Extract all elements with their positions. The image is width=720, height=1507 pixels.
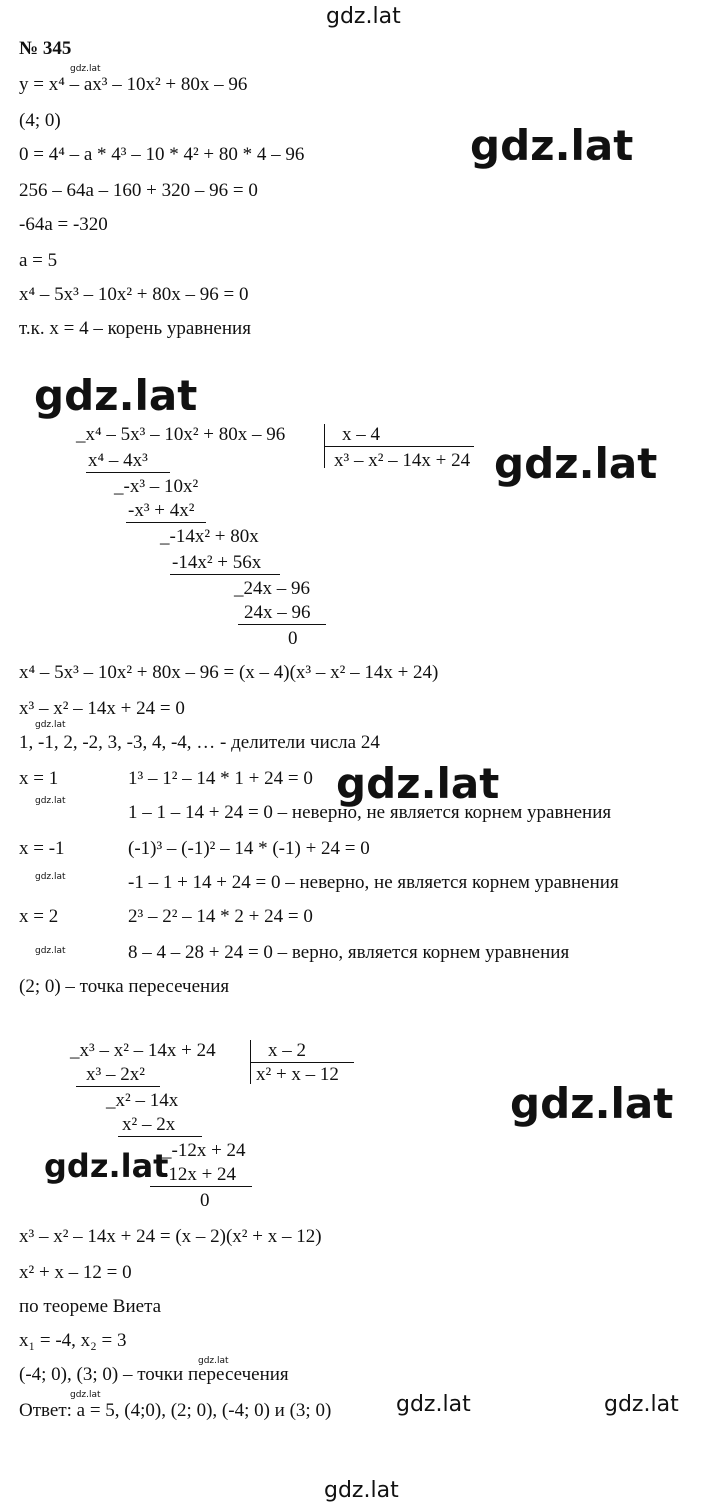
divisors-line: 1, -1, 2, -2, 3, -3, 4, -4, … - делители числа 24 [19, 732, 380, 753]
problem-number: № 345 [19, 38, 72, 59]
division-quotient: x³ – x² – 14x + 24 [334, 450, 471, 471]
point-line: (4; 0) [19, 110, 61, 131]
watermark-tiny: gdz.lat [35, 796, 66, 806]
watermark-tiny: gdz.lat [35, 946, 66, 956]
division-step: _-14x² + 80x [160, 526, 259, 547]
watermark: gdz.lat [470, 121, 634, 170]
division-step: _-12x + 24 [162, 1140, 246, 1161]
equation-line: x⁴ – 5x³ – 10x² + 80x – 96 = 0 [19, 284, 249, 305]
division-dividend: _x³ – x² – 14x + 24 [70, 1040, 216, 1061]
equation-line: 256 – 64a – 160 + 320 – 96 = 0 [19, 180, 258, 201]
division-step: _-x³ – 10x² [114, 476, 199, 497]
check-result: 1 – 1 – 14 + 24 = 0 – неверно, не является корнем уравнения [128, 802, 612, 823]
check-label: x = -1 [19, 838, 65, 859]
step-underline [238, 624, 326, 625]
factorization-line: x⁴ – 5x³ – 10x² + 80x – 96 = (x – 4)(x³ – x² – 14x + 24) [19, 662, 439, 683]
vieta-line: по теореме Виета [19, 1296, 162, 1317]
step-underline [86, 472, 170, 473]
division-step: x³ – 2x² [86, 1064, 145, 1085]
watermark: gdz.lat [336, 759, 500, 808]
intersection-line: (-4; 0), (3; 0) – точки пересечения [19, 1364, 289, 1385]
step-underline [150, 1186, 252, 1187]
watermark: gdz.lat [604, 1392, 679, 1417]
answer-line: Ответ: a = 5, (4;0), (2; 0), (-4; 0) и (3; 0) [19, 1400, 332, 1421]
watermark: gdz.lat [44, 1147, 169, 1185]
check-result: 8 – 4 – 28 + 24 = 0 – верно, является корнем уравнения [128, 942, 570, 963]
intersection-line: (2; 0) – точка пересечения [19, 976, 230, 997]
step-underline [76, 1086, 160, 1087]
note-line: т.к. x = 4 – корень уравнения [19, 318, 251, 339]
division-bar [324, 446, 474, 447]
division-remainder: 0 [288, 628, 298, 649]
watermark-tiny: gdz.lat [70, 1390, 101, 1400]
watermark: gdz.lat [494, 439, 658, 488]
division-divisor: x – 4 [342, 424, 380, 445]
division-quotient: x² + x – 12 [256, 1064, 339, 1085]
step-underline [170, 574, 280, 575]
step-underline [126, 522, 206, 523]
division-step: -x³ + 4x² [128, 500, 195, 521]
step-underline [118, 1136, 202, 1137]
equation-line: x² + x – 12 = 0 [19, 1262, 132, 1283]
watermark-tiny: gdz.lat [35, 872, 66, 882]
division-step: _x² – 14x [106, 1090, 179, 1111]
division-bar [250, 1062, 354, 1063]
factorization-line: x³ – x² – 14x + 24 = (x – 2)(x² + x – 12) [19, 1226, 322, 1247]
check-equation: 2³ – 2² – 14 * 2 + 24 = 0 [128, 906, 313, 927]
check-label: x = 1 [19, 768, 59, 789]
roots-line: x₁ = -4, x₂ = 3 [19, 1330, 127, 1351]
division-dividend: _x⁴ – 5x³ – 10x² + 80x – 96 [76, 424, 286, 445]
division-remainder: 0 [200, 1190, 210, 1211]
division-step: -12x + 24 [162, 1164, 237, 1185]
equation-line: y = x⁴ – ax³ – 10x² + 80x – 96 [19, 74, 248, 95]
check-equation: 1³ – 1² – 14 * 1 + 24 = 0 [128, 768, 313, 789]
check-label: x = 2 [19, 906, 59, 927]
division-step: x⁴ – 4x³ [88, 450, 148, 471]
watermark: gdz.lat [396, 1392, 471, 1417]
check-equation: (-1)³ – (-1)² – 14 * (-1) + 24 = 0 [128, 838, 370, 859]
watermark: gdz.lat [510, 1079, 674, 1128]
watermark: gdz.lat [34, 371, 198, 420]
division-step: -14x² + 56x [172, 552, 262, 573]
division-step: _24x – 96 [234, 578, 310, 599]
equation-line: -64a = -320 [19, 214, 108, 235]
substitution-line: 0 = 4⁴ – a * 4³ – 10 * 4² + 80 * 4 – 96 [19, 144, 305, 165]
division-step: 24x – 96 [244, 602, 311, 623]
equation-line: x³ – x² – 14x + 24 = 0 [19, 698, 185, 719]
result-line: a = 5 [19, 250, 58, 271]
check-result: -1 – 1 + 14 + 24 = 0 – неверно, не является корнем уравнения [128, 872, 619, 893]
watermark-top: gdz.lat [326, 4, 401, 29]
division-divisor: x – 2 [268, 1040, 306, 1061]
watermark-tiny: gdz.lat [70, 64, 101, 74]
watermark-bottom: gdz.lat [324, 1478, 399, 1503]
watermark-tiny: gdz.lat [198, 1356, 229, 1366]
watermark-tiny: gdz.lat [35, 720, 66, 730]
division-step: x² – 2x [122, 1114, 176, 1135]
